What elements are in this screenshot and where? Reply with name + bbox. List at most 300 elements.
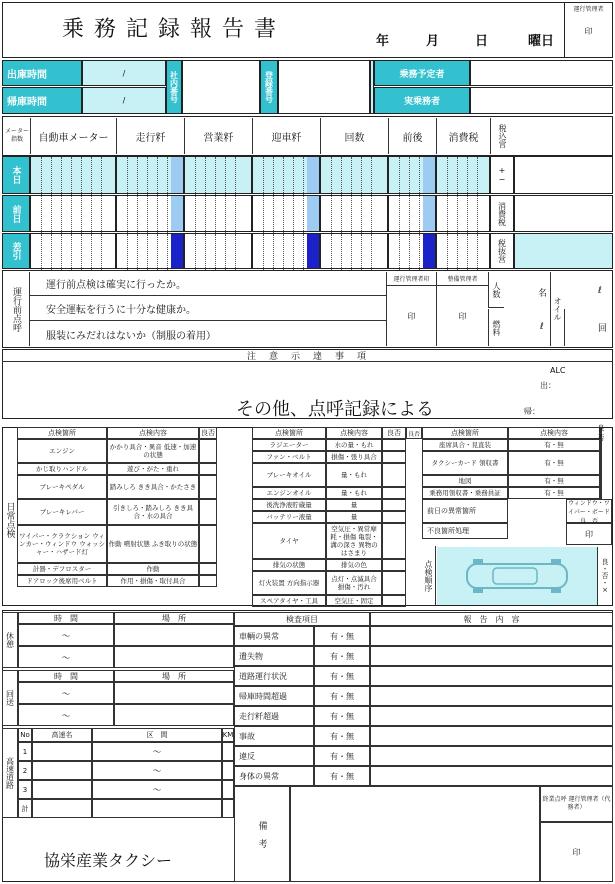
- meter-cell[interactable]: [436, 233, 490, 269]
- manager-seal[interactable]: 印: [386, 286, 436, 346]
- grid-tick: [303, 196, 304, 233]
- inspection-item: 帰庫時間超過: [234, 686, 314, 706]
- daily-check-label: 日常点検: [4, 502, 15, 538]
- grid-tick: [467, 196, 468, 233]
- pre-check-item-1: 運行前点検は確実に行ったか。: [30, 272, 386, 296]
- meter-cell[interactable]: [30, 195, 116, 232]
- pre-check-item-2: 安全運転を行うに十分な健康か。: [30, 297, 386, 321]
- inspection-report[interactable]: [370, 766, 613, 786]
- grid-tick: [101, 157, 102, 195]
- grid-tick: [283, 157, 284, 195]
- grid-tick: [157, 234, 158, 270]
- highway-name[interactable]: [32, 780, 92, 799]
- grid-tick: [205, 234, 206, 270]
- date-month: 月: [426, 34, 440, 49]
- meter-row-note: 消費税: [490, 195, 514, 232]
- grid-tick: [205, 196, 206, 233]
- depart-time-field[interactable]: [82, 60, 166, 86]
- grid-tick: [81, 234, 82, 270]
- meter-cell[interactable]: [116, 195, 184, 232]
- grid-tick: [61, 234, 62, 270]
- daily-check-ok[interactable]: [382, 499, 406, 511]
- daily-check-ok[interactable]: [382, 451, 406, 463]
- col-tax: 消費税: [436, 118, 490, 154]
- daily-check-head: 点検内容: [107, 427, 199, 439]
- daily-check-cell: 有・無: [508, 451, 600, 475]
- daily-check-ok[interactable]: [600, 439, 602, 451]
- alc-out: 出：: [540, 381, 556, 390]
- meter-cell[interactable]: [30, 156, 116, 194]
- grid-tick: [361, 157, 362, 195]
- daily-check-ok[interactable]: [199, 525, 217, 563]
- highway-section[interactable]: 〜: [92, 761, 222, 780]
- grid-tick: [477, 234, 478, 270]
- meter-cell[interactable]: [320, 195, 388, 232]
- meter-cell[interactable]: [436, 156, 490, 194]
- highway-head: 高速名: [32, 728, 92, 742]
- meter-row-label: 本日: [2, 156, 30, 194]
- final-check-label: 終業点呼 運行管理者（代務者）: [540, 786, 613, 822]
- daily-check-head: 良否: [406, 427, 422, 439]
- meter-row-label: 前日: [2, 195, 30, 232]
- daily-check-cell: ラジエーター: [252, 439, 326, 451]
- highway-section[interactable]: [92, 799, 222, 818]
- daily-check-cell: エンジン: [17, 439, 107, 463]
- meter-cell[interactable]: [184, 195, 252, 232]
- daily-check-cell: 水の量・もれ: [326, 439, 382, 451]
- daily-check-cell: ブレーキオイル: [252, 463, 326, 487]
- date-weekday: 曜日: [528, 34, 555, 49]
- daily-check-ok[interactable]: [600, 475, 602, 487]
- meter-marker: [171, 234, 183, 268]
- grid-tick: [467, 234, 468, 270]
- ok-ng-label: 良・否・×: [597, 547, 612, 605]
- highway-name[interactable]: [32, 799, 92, 818]
- section-label: 回送: [2, 670, 18, 726]
- col-count: 回数: [320, 118, 388, 154]
- section-time[interactable]: 〜: [18, 704, 114, 726]
- daily-check-head: 良否: [201, 429, 215, 437]
- section-head: 場 所: [114, 612, 234, 624]
- planned-crew-label: 乗務予定者: [374, 60, 470, 86]
- inspection-item: 車輌の異常: [234, 626, 314, 646]
- meter-marker: [307, 196, 319, 231]
- daily-check-head: 点検箇所: [422, 427, 508, 439]
- grid-tick: [293, 196, 294, 233]
- company-name: 協栄産業タクシー: [44, 851, 173, 870]
- highway-name[interactable]: [32, 742, 92, 761]
- daily-check-cell: 座席具合・見直装: [422, 439, 508, 451]
- daily-check-head: 良否: [597, 424, 605, 442]
- grid-tick: [283, 196, 284, 233]
- grid-tick: [71, 234, 72, 270]
- meter-row-total[interactable]: [514, 195, 613, 232]
- daily-check-ok[interactable]: [199, 475, 217, 499]
- wiper-check: ウィンドウ・ワイパー・ボード 良 否: [566, 499, 612, 523]
- grid-tick: [101, 196, 102, 233]
- daily-check-ok[interactable]: [199, 463, 217, 475]
- grid-tick: [167, 157, 168, 195]
- grid-tick: [371, 234, 372, 270]
- grid-tick: [371, 196, 372, 233]
- meter-cell[interactable]: [184, 156, 252, 194]
- highway-km[interactable]: [222, 799, 234, 818]
- inspection-item: 違反: [234, 746, 314, 766]
- inspection-yn[interactable]: 有・無: [314, 626, 370, 646]
- daily-check-ok[interactable]: [199, 439, 217, 463]
- grid-tick: [61, 196, 62, 233]
- section-time[interactable]: 〜: [18, 682, 114, 704]
- inspection-report[interactable]: [370, 686, 613, 706]
- grid-tick: [205, 157, 206, 195]
- grid-tick: [341, 234, 342, 270]
- section-place[interactable]: [114, 682, 234, 704]
- meter-cell[interactable]: [252, 233, 320, 269]
- daily-check-cell: 有・無: [508, 487, 600, 499]
- daily-check-cell: ブレーキペダル: [17, 475, 107, 499]
- date-year: 年: [376, 34, 390, 49]
- grid-tick: [91, 234, 92, 270]
- highway-name[interactable]: [32, 761, 92, 780]
- grid-tick: [447, 234, 448, 270]
- grid-tick: [419, 157, 420, 195]
- meter-row-total[interactable]: [514, 233, 613, 269]
- daily-check-ok[interactable]: [382, 439, 406, 451]
- inspection-yn[interactable]: 有・無: [314, 646, 370, 666]
- car-icon: [457, 556, 577, 596]
- highway-section[interactable]: 〜: [92, 742, 222, 761]
- grid-tick: [293, 157, 294, 195]
- meter-cell[interactable]: [184, 233, 252, 269]
- daily-check-cell: 作動 噴射状態 ふき取りの状態: [107, 525, 199, 563]
- daily-check-head: 点検箇所: [252, 427, 326, 439]
- staff-no-label: 社内番号: [166, 60, 182, 114]
- planned-crew-field[interactable]: [470, 60, 613, 86]
- daily-check-ok[interactable]: [199, 563, 217, 575]
- daily-check-ok[interactable]: [199, 575, 217, 587]
- inspection-yn[interactable]: 有・無: [314, 666, 370, 686]
- grid-tick: [303, 234, 304, 270]
- grid-tick: [409, 196, 410, 233]
- grid-tick: [399, 157, 400, 195]
- daily-check-cell: 量: [326, 499, 382, 511]
- grid-tick: [263, 157, 264, 195]
- grid-tick: [147, 157, 148, 195]
- supervisor-seal-label: 整備管理者: [436, 272, 488, 286]
- grid-tick: [273, 234, 274, 270]
- meter-cell[interactable]: [116, 233, 184, 269]
- highway-no: 計: [18, 799, 32, 818]
- daily-check-head: 点検内容: [508, 427, 600, 439]
- supervisor-seal[interactable]: 印: [436, 286, 488, 346]
- meter-cell[interactable]: [320, 156, 388, 194]
- grid-tick: [41, 234, 42, 270]
- daily-check-head: 点検箇所: [17, 427, 107, 439]
- col-run-km: 走行粁: [116, 118, 184, 154]
- daily-check-cell: 遊び・がた・重れ: [107, 463, 199, 475]
- meter-cell[interactable]: [388, 156, 436, 194]
- staff-no-field[interactable]: [182, 60, 260, 114]
- meter-cell[interactable]: [436, 195, 490, 232]
- actual-crew-label: 実乗務者: [374, 87, 470, 114]
- grid-tick: [127, 196, 128, 233]
- grid-tick: [303, 157, 304, 195]
- return-time-field[interactable]: [82, 87, 166, 114]
- grid-tick: [361, 234, 362, 270]
- highway-no: 2: [18, 761, 32, 780]
- section-place[interactable]: [114, 646, 234, 668]
- daily-check-cell: 引きしろ・踏みしろ きき具合・水の具合: [107, 499, 199, 525]
- highway-section[interactable]: 〜: [92, 780, 222, 799]
- meter-index-label: メーター指数: [4, 128, 29, 143]
- grid-tick: [477, 157, 478, 195]
- daily-check-head: 良否: [382, 427, 406, 439]
- daily-check-cell: 空気圧・固定: [326, 595, 382, 607]
- inspection-item: 走行粁超過: [234, 706, 314, 726]
- inspection-report[interactable]: [370, 626, 613, 646]
- grid-tick: [399, 234, 400, 270]
- notice-title: 注 意 示 達 事 項: [2, 350, 613, 362]
- depart-sep: /: [122, 68, 126, 78]
- grid-tick: [457, 157, 458, 195]
- date-day: 日: [475, 34, 489, 49]
- approver-top-seal: 印: [584, 27, 593, 36]
- return-label: 帰庫時間: [2, 87, 82, 114]
- grid-tick: [157, 196, 158, 233]
- section-place[interactable]: [114, 624, 234, 646]
- daily-check-ok[interactable]: [382, 523, 406, 559]
- section-place[interactable]: [114, 704, 234, 726]
- daily-check-cell: 空気圧・異常摩耗・損傷 亀裂・溝の深さ 異物のはさまり: [326, 523, 382, 559]
- grid-tick: [51, 234, 52, 270]
- oil-unit: ℓ: [598, 286, 602, 296]
- daily-check-cell: ドアロック後席用ベルト: [17, 575, 107, 587]
- inspection-report[interactable]: [370, 746, 613, 766]
- daily-check-cell: エンジンオイル: [252, 487, 326, 499]
- grid-tick: [447, 196, 448, 233]
- daily-check-ok[interactable]: [382, 571, 406, 595]
- inspection-report[interactable]: [370, 726, 613, 746]
- section-label: 休憩: [2, 612, 18, 668]
- grid-tick: [167, 234, 168, 270]
- daily-check-cell: 排気の色: [326, 559, 382, 571]
- daily-check-cell: スペアタイヤ・工具: [252, 595, 326, 607]
- daily-check-cell: 量・もれ: [326, 463, 382, 487]
- daily-check-ok[interactable]: [382, 559, 406, 571]
- grid-tick: [273, 196, 274, 233]
- meter-marker: [307, 234, 319, 268]
- highway-km[interactable]: [222, 780, 234, 799]
- persons-label: 人数: [488, 272, 504, 308]
- daily-check-ok[interactable]: [382, 511, 406, 523]
- grid-tick: [91, 196, 92, 233]
- grid-tick: [409, 157, 410, 195]
- meter-marker: [171, 157, 183, 193]
- grid-tick: [225, 234, 226, 270]
- grid-tick: [331, 196, 332, 233]
- meter-marker: [423, 234, 435, 268]
- grid-tick: [273, 157, 274, 195]
- daily-check-cell: ブレーキレバー: [17, 499, 107, 525]
- tax-in-label: 税込営: [490, 118, 514, 154]
- inspection-item: 身体の異常: [234, 766, 314, 786]
- alc-label: ALC: [550, 366, 566, 375]
- grid-tick: [167, 196, 168, 233]
- page-title: 乗務記録報告書: [62, 17, 287, 42]
- meter-cell[interactable]: [252, 195, 320, 232]
- grid-tick: [51, 157, 52, 195]
- grid-tick: [195, 157, 196, 195]
- actual-crew-field[interactable]: [470, 87, 613, 114]
- manager-seal-label: 運行管理者印: [386, 272, 436, 286]
- persons-unit: 名: [538, 289, 548, 299]
- prev-defect: 前日の異常箇所: [422, 499, 508, 523]
- grid-tick: [419, 196, 420, 233]
- alc-return: 帰：: [524, 407, 540, 416]
- daily-check-cell: 地図: [422, 475, 508, 487]
- section-head: 場 所: [114, 670, 234, 682]
- meter-cell[interactable]: [30, 233, 116, 269]
- inspection-yn[interactable]: 有・無: [314, 706, 370, 726]
- daily-check-cell: 有・無: [508, 439, 600, 451]
- meter-marker: [307, 157, 319, 193]
- grid-tick: [215, 196, 216, 233]
- inspection-yn[interactable]: 有・無: [314, 686, 370, 706]
- daily-check-cell: 作用・損傷・取付具合: [107, 575, 199, 587]
- inspection-report[interactable]: [370, 646, 613, 666]
- car-diagram: [437, 547, 597, 605]
- meter-cell[interactable]: [388, 233, 436, 269]
- depart-label: 出庫時間: [2, 60, 82, 86]
- meter-cell[interactable]: [388, 195, 436, 232]
- daily-check-head: 点検内容: [326, 427, 382, 439]
- defect-fix: 不良箇所処理: [422, 523, 508, 539]
- grid-tick: [361, 196, 362, 233]
- meter-cell[interactable]: [252, 156, 320, 194]
- section-time[interactable]: 〜: [18, 646, 114, 668]
- inspection-yn[interactable]: 有・無: [314, 746, 370, 766]
- wiper-seal[interactable]: 印: [566, 523, 612, 545]
- grid-tick: [147, 196, 148, 233]
- fuel-label: 燃料: [488, 309, 504, 346]
- daily-check-ok[interactable]: [382, 595, 406, 607]
- highway-head: KM: [222, 728, 234, 742]
- grid-tick: [457, 234, 458, 270]
- grid-tick: [235, 157, 236, 195]
- inspection-report[interactable]: [370, 706, 613, 726]
- daily-check-cell: ワイパー・クラクション ウィンカー・ウィンドウ ウォッシャー・ハザード灯: [17, 525, 107, 563]
- grid-tick: [195, 196, 196, 233]
- section-head: 時 間: [18, 670, 114, 682]
- other-note: その他、点呼記録による: [236, 399, 434, 420]
- col-biz-km: 営業粁: [184, 118, 252, 154]
- highway-head: No: [18, 728, 32, 742]
- inspection-head: 検査項目: [234, 612, 370, 626]
- daily-check-ok[interactable]: [600, 451, 602, 475]
- grid-tick: [51, 196, 52, 233]
- grid-tick: [409, 234, 410, 270]
- daily-check-ok[interactable]: [382, 487, 406, 499]
- fuel-unit: ℓ: [540, 322, 544, 332]
- grid-tick: [351, 157, 352, 195]
- pre-check-item-3: 服装にみだれはないか（制服の着用）: [46, 330, 216, 342]
- grid-tick: [71, 157, 72, 195]
- meter-cell[interactable]: [320, 233, 388, 269]
- reg-no-label: 登録番号: [260, 60, 278, 114]
- inspection-report[interactable]: [370, 666, 613, 686]
- approver-top-label: 運行管理者: [573, 6, 604, 13]
- highway-km[interactable]: [222, 742, 234, 761]
- meter-marker: [423, 157, 435, 193]
- final-check-seal[interactable]: 印: [540, 822, 613, 882]
- grid-tick: [263, 234, 264, 270]
- grid-tick: [195, 234, 196, 270]
- daily-check-cell: タクシーカード 領収書: [422, 451, 508, 475]
- grid-tick: [331, 157, 332, 195]
- grid-tick: [137, 196, 138, 233]
- inspection-item: 事故: [234, 726, 314, 746]
- col-meter: 自動車メーター: [30, 118, 116, 154]
- daily-check-cell: かじ取りハンドル: [17, 463, 107, 475]
- col-pickup-km: 迎車粁: [252, 118, 320, 154]
- section-time[interactable]: 〜: [18, 624, 114, 646]
- remarks-field[interactable]: [290, 786, 540, 882]
- remarks-label: 備 考: [234, 786, 290, 882]
- meter-row-total[interactable]: [514, 156, 613, 194]
- daily-check-cell: 点灯・点滅具合 損傷・汚れ: [326, 571, 382, 595]
- grid-tick: [137, 157, 138, 195]
- reg-no-field[interactable]: [278, 60, 370, 114]
- highway-label: 高速道路: [2, 728, 18, 818]
- grid-tick: [351, 234, 352, 270]
- grid-tick: [215, 234, 216, 270]
- pre-check-label: 運行前点呼: [4, 272, 30, 346]
- highway-head: 区 間: [92, 728, 222, 742]
- meter-row-label: 差引: [2, 233, 30, 269]
- oil-label: オイル: [550, 272, 564, 346]
- daily-check-cell: ファン・ベルト: [252, 451, 326, 463]
- grid-tick: [419, 234, 420, 270]
- daily-check-ok[interactable]: [382, 463, 406, 487]
- grid-tick: [399, 196, 400, 233]
- inspection-yn[interactable]: 有・無: [314, 766, 370, 786]
- grid-tick: [371, 157, 372, 195]
- grid-tick: [341, 157, 342, 195]
- daily-check-cell: 排気の状態: [252, 559, 326, 571]
- grid-tick: [467, 157, 468, 195]
- meter-row-note: 税抜営: [490, 233, 514, 269]
- grid-tick: [91, 157, 92, 195]
- grid-tick: [71, 196, 72, 233]
- return-sep: /: [122, 96, 126, 105]
- daily-check-cell: 計器・デフロスター: [17, 563, 107, 575]
- daily-check-cell: タイヤ: [252, 523, 326, 559]
- grid-tick: [127, 234, 128, 270]
- inspection-yn[interactable]: 有・無: [314, 726, 370, 746]
- grid-tick: [101, 234, 102, 270]
- meter-cell[interactable]: [116, 156, 184, 194]
- daily-check-ok[interactable]: [199, 499, 217, 525]
- highway-km[interactable]: [222, 761, 234, 780]
- daily-check-cell: 灯火装置 方向指示器: [252, 571, 326, 595]
- daily-check-cell: 踏みしろ きき具合・かたさき: [107, 475, 199, 499]
- grid-tick: [225, 196, 226, 233]
- daily-check-cell: 有・無: [508, 475, 600, 487]
- daily-check-cell: 量・もれ: [326, 487, 382, 499]
- grid-tick: [351, 196, 352, 233]
- inspection-head: 報 告 内 容: [370, 612, 613, 626]
- oil-times: 回: [564, 309, 613, 346]
